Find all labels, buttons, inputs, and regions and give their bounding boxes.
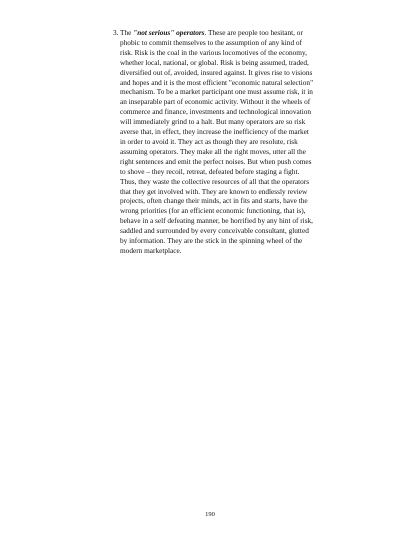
paragraph-body: . These are people too hesitant, or phobic to commit themselves to the assumption of any kind of risk. Risk is the coal in the various locomotives of the economy, whether local, national, or global. Risk is being assumed, traded, diversified out of, avoided, insured against. It gives rise to visions and hopes and it is the most efficient "economic natural selection" mechanism. To be a market participant one must assume risk, it in an inseparable part of economic activity. Without it the wheels of commerce and finance, investments and technological innovation will immediately grind to a halt. But many operators are so risk averse that, in effect, they increase the inefficiency of the market in order to avoid it. They act as though they are resolute, risk assuming operators. They make all the right moves, utter all the right sentences and emit the perfect noises. But when push comes to shove – they recoil, retreat, defeated before staging a fight. Thus, they waste the collective resources of all that the operators that they get involved with. They are known to endlessly review projects, often change their minds, act in fits and starts, have the wrong priorities (for an efficient economic functioning, that is), behave in a self defeating manner, be horrified by any hint of risk, saddled and surrounded by every conceivable consultant, glutted by information. They are the stick in the spinning wheel of the modern marketplace. [120, 28, 314, 255]
list-item-number: 3. [113, 28, 119, 37]
list-item [113, 28, 316, 256]
list-item-text [120, 28, 316, 256]
term-prefix: The [120, 28, 134, 37]
term-heading: "not serious" operators [133, 28, 205, 37]
page-number: 190 [205, 511, 215, 518]
